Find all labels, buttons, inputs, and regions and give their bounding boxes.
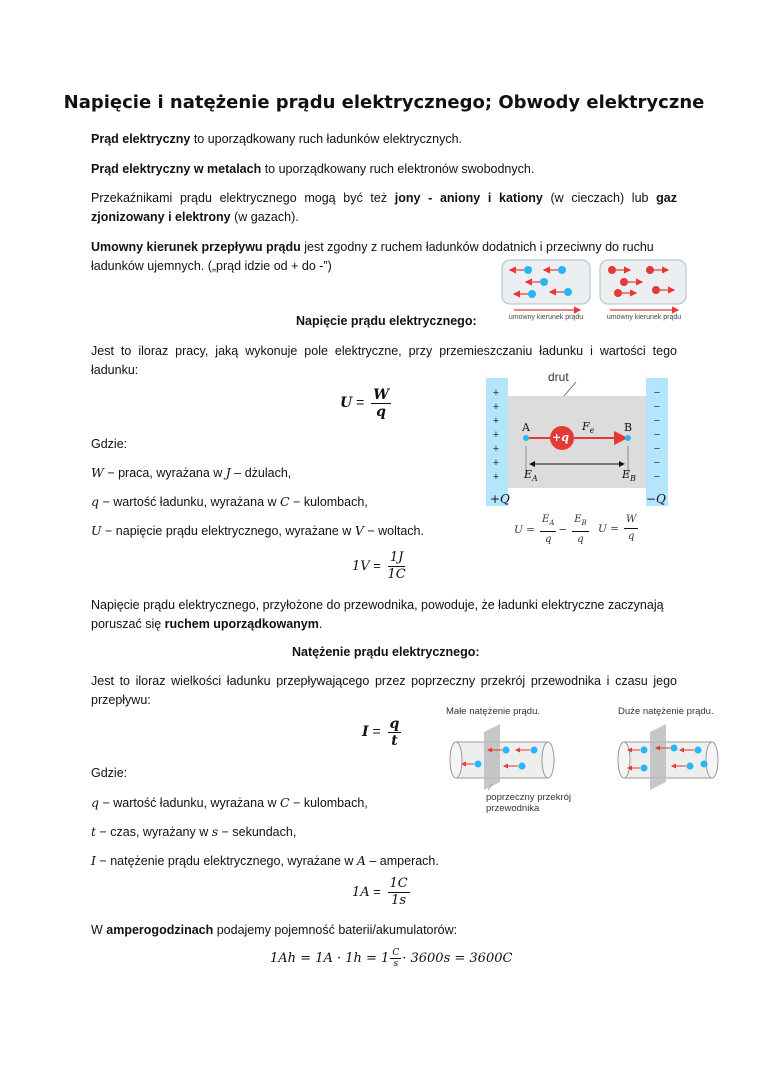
formula-numerator: W (373, 387, 389, 403)
electron-icon (564, 288, 572, 296)
cross-section-label: poprzeczny przekrój przewodnika (486, 792, 572, 814)
formula-voltage: U = $\frac{W}{q}$ (340, 387, 389, 420)
proton-icon (614, 289, 622, 297)
proton-icon (620, 278, 628, 286)
svg-text:−: − (653, 387, 661, 399)
paragraph-amp-hours: W amperogodzinach podajemy pojemność baterii/akumulatorów: (91, 923, 458, 937)
paragraph-voltage-effect: Napięcie prądu elektrycznego, przyłożone do przewodnika, powoduje, że ładunki elektryczne zaczynają poruszać się ruchem uporządkowanym. (91, 598, 664, 631)
proton-icon (608, 266, 616, 274)
svg-text:+: + (492, 443, 500, 455)
figure-formula-work: U = $\frac{W}{q}$ (598, 514, 637, 542)
definition-charge: q − wartość ładunku, wyrażana w C − kulombach, (91, 494, 368, 509)
plus-q-label: +Q (490, 492, 510, 506)
term: Prąd elektryczny w metalach (91, 162, 262, 176)
paragraph-definition (91, 130, 677, 149)
paragraph-voltage-definition: Jest to iloraz pracy, jaką wykonuje pole elektryczne, przy przemieszczaniu ładunku i wartości tego ładunku: (91, 344, 677, 377)
svg-text:+: + (492, 429, 500, 441)
svg-text:−: − (653, 471, 661, 483)
paragraph-carriers (91, 189, 677, 227)
point-a-label: A (522, 421, 530, 434)
svg-text:−: − (653, 457, 661, 469)
section-heading-voltage: Napięcie prądu elektrycznego: (296, 314, 477, 328)
figure-caption-left: umowny kierunek prądu (508, 314, 584, 321)
electron-icon (528, 290, 536, 298)
conductor-cross-section-diagram (444, 720, 720, 790)
term: Umowny kierunek przepływu prądu (91, 240, 301, 254)
cross-section-plane-small (484, 724, 500, 790)
text: Przekaźnikami prądu elektrycznego mogą być też (91, 191, 395, 205)
formula-volt-unit: 1V = $\frac{1J}{1C}$ (352, 550, 406, 582)
term: jony - aniony i kationy (394, 191, 543, 205)
svg-text:+: + (492, 415, 500, 427)
caption-large-current: Duże natężenie prądu. (618, 706, 714, 717)
definition-work: W − praca, wyrażana w J – dżulach, (91, 465, 292, 480)
definition-charge-current: q − wartość ładunku, wyrażana w C − kulombach, (91, 795, 368, 810)
current-direction-figure (500, 258, 688, 324)
where-label: Gdzie: (91, 437, 128, 451)
term: gaz zjonizowany i elektrony (91, 191, 677, 224)
minus-q-label: −Q (646, 492, 666, 506)
text: to uporządkowany ruch ładunków elektrycznych. (190, 132, 463, 146)
text: to uporządkowany ruch elektronów swobodnych. (261, 162, 535, 176)
svg-text:−: − (653, 415, 661, 427)
caption-small-current: Małe natężenie prądu. (446, 706, 541, 717)
text: (w gazach). (230, 210, 299, 224)
electron-icon (558, 266, 566, 274)
text: (w cieczach) lub (542, 191, 657, 205)
formula-lhs: U (340, 395, 353, 412)
svg-text:−: − (653, 429, 661, 441)
figure-caption-right: umowny kierunek prądu (606, 314, 682, 321)
energy-a-label: $E_A$ (524, 468, 538, 484)
svg-text:+: + (492, 387, 500, 399)
electron-icon (524, 266, 532, 274)
page-title: Napięcie i natężenie prądu elektrycznego; Obwody elektryczne (63, 92, 705, 113)
svg-text:+: + (492, 471, 500, 483)
definition-time: t − czas, wyrażany w s − sekundach, (91, 824, 297, 839)
svg-text:+: + (492, 457, 500, 469)
force-label: $F_e$ (582, 420, 595, 436)
paragraph-metals (91, 160, 677, 179)
charge-label: +q (552, 431, 569, 444)
formula-ampere-unit: 1A = $\frac{1C}{1s}$ (352, 876, 408, 908)
point-b-dot (625, 435, 631, 441)
cross-section-plane-large (650, 724, 666, 790)
voltage-figure (486, 368, 668, 544)
definition-voltage: U − napięcie prądu elektrycznego, wyrażane w V − woltach. (91, 523, 424, 538)
point-a-dot (523, 435, 529, 441)
where-label-current: Gdzie: (91, 766, 128, 780)
definition-current: I − natężenie prądu elektrycznego, wyrażane w A – amperach. (91, 853, 439, 868)
electron-icon (540, 278, 548, 286)
text: jest zgodny z ruchem ładunków dodatnich i przeciwny do ruchu ładunków ujemnych. („prąd idzie od + do -”) (91, 240, 654, 273)
point-b-label: B (624, 421, 633, 434)
proton-icon (652, 286, 660, 294)
svg-text:−: − (653, 443, 661, 455)
proton-icon (646, 266, 654, 274)
section-heading-current: Natężenie prądu elektrycznego: (292, 645, 480, 659)
paragraph-current-definition: Jest to iloraz wielkości ładunku przepływającego przez poprzeczny przekrój przewodnika i czasu jego przepływu: (91, 674, 677, 707)
figure-formula-energy: U = $\frac{E_A}{q}$ − $\frac{E_B}{q}$ (514, 514, 587, 545)
svg-text:+: + (492, 401, 500, 413)
svg-text:−: − (653, 401, 661, 413)
term: Prąd elektryczny (91, 132, 191, 146)
energy-b-label: $E_B$ (622, 468, 636, 484)
current-intensity-figure (444, 706, 720, 818)
wire-label: drut (548, 370, 569, 384)
formula-current: I = $\frac{q}{t}$ (362, 716, 400, 749)
formula-amp-hours: 1Ah = 1A · 1h = 1 $\frac{C}{s}$ · 3600s = 3600C (270, 948, 513, 969)
formula-denominator: q (376, 404, 386, 420)
